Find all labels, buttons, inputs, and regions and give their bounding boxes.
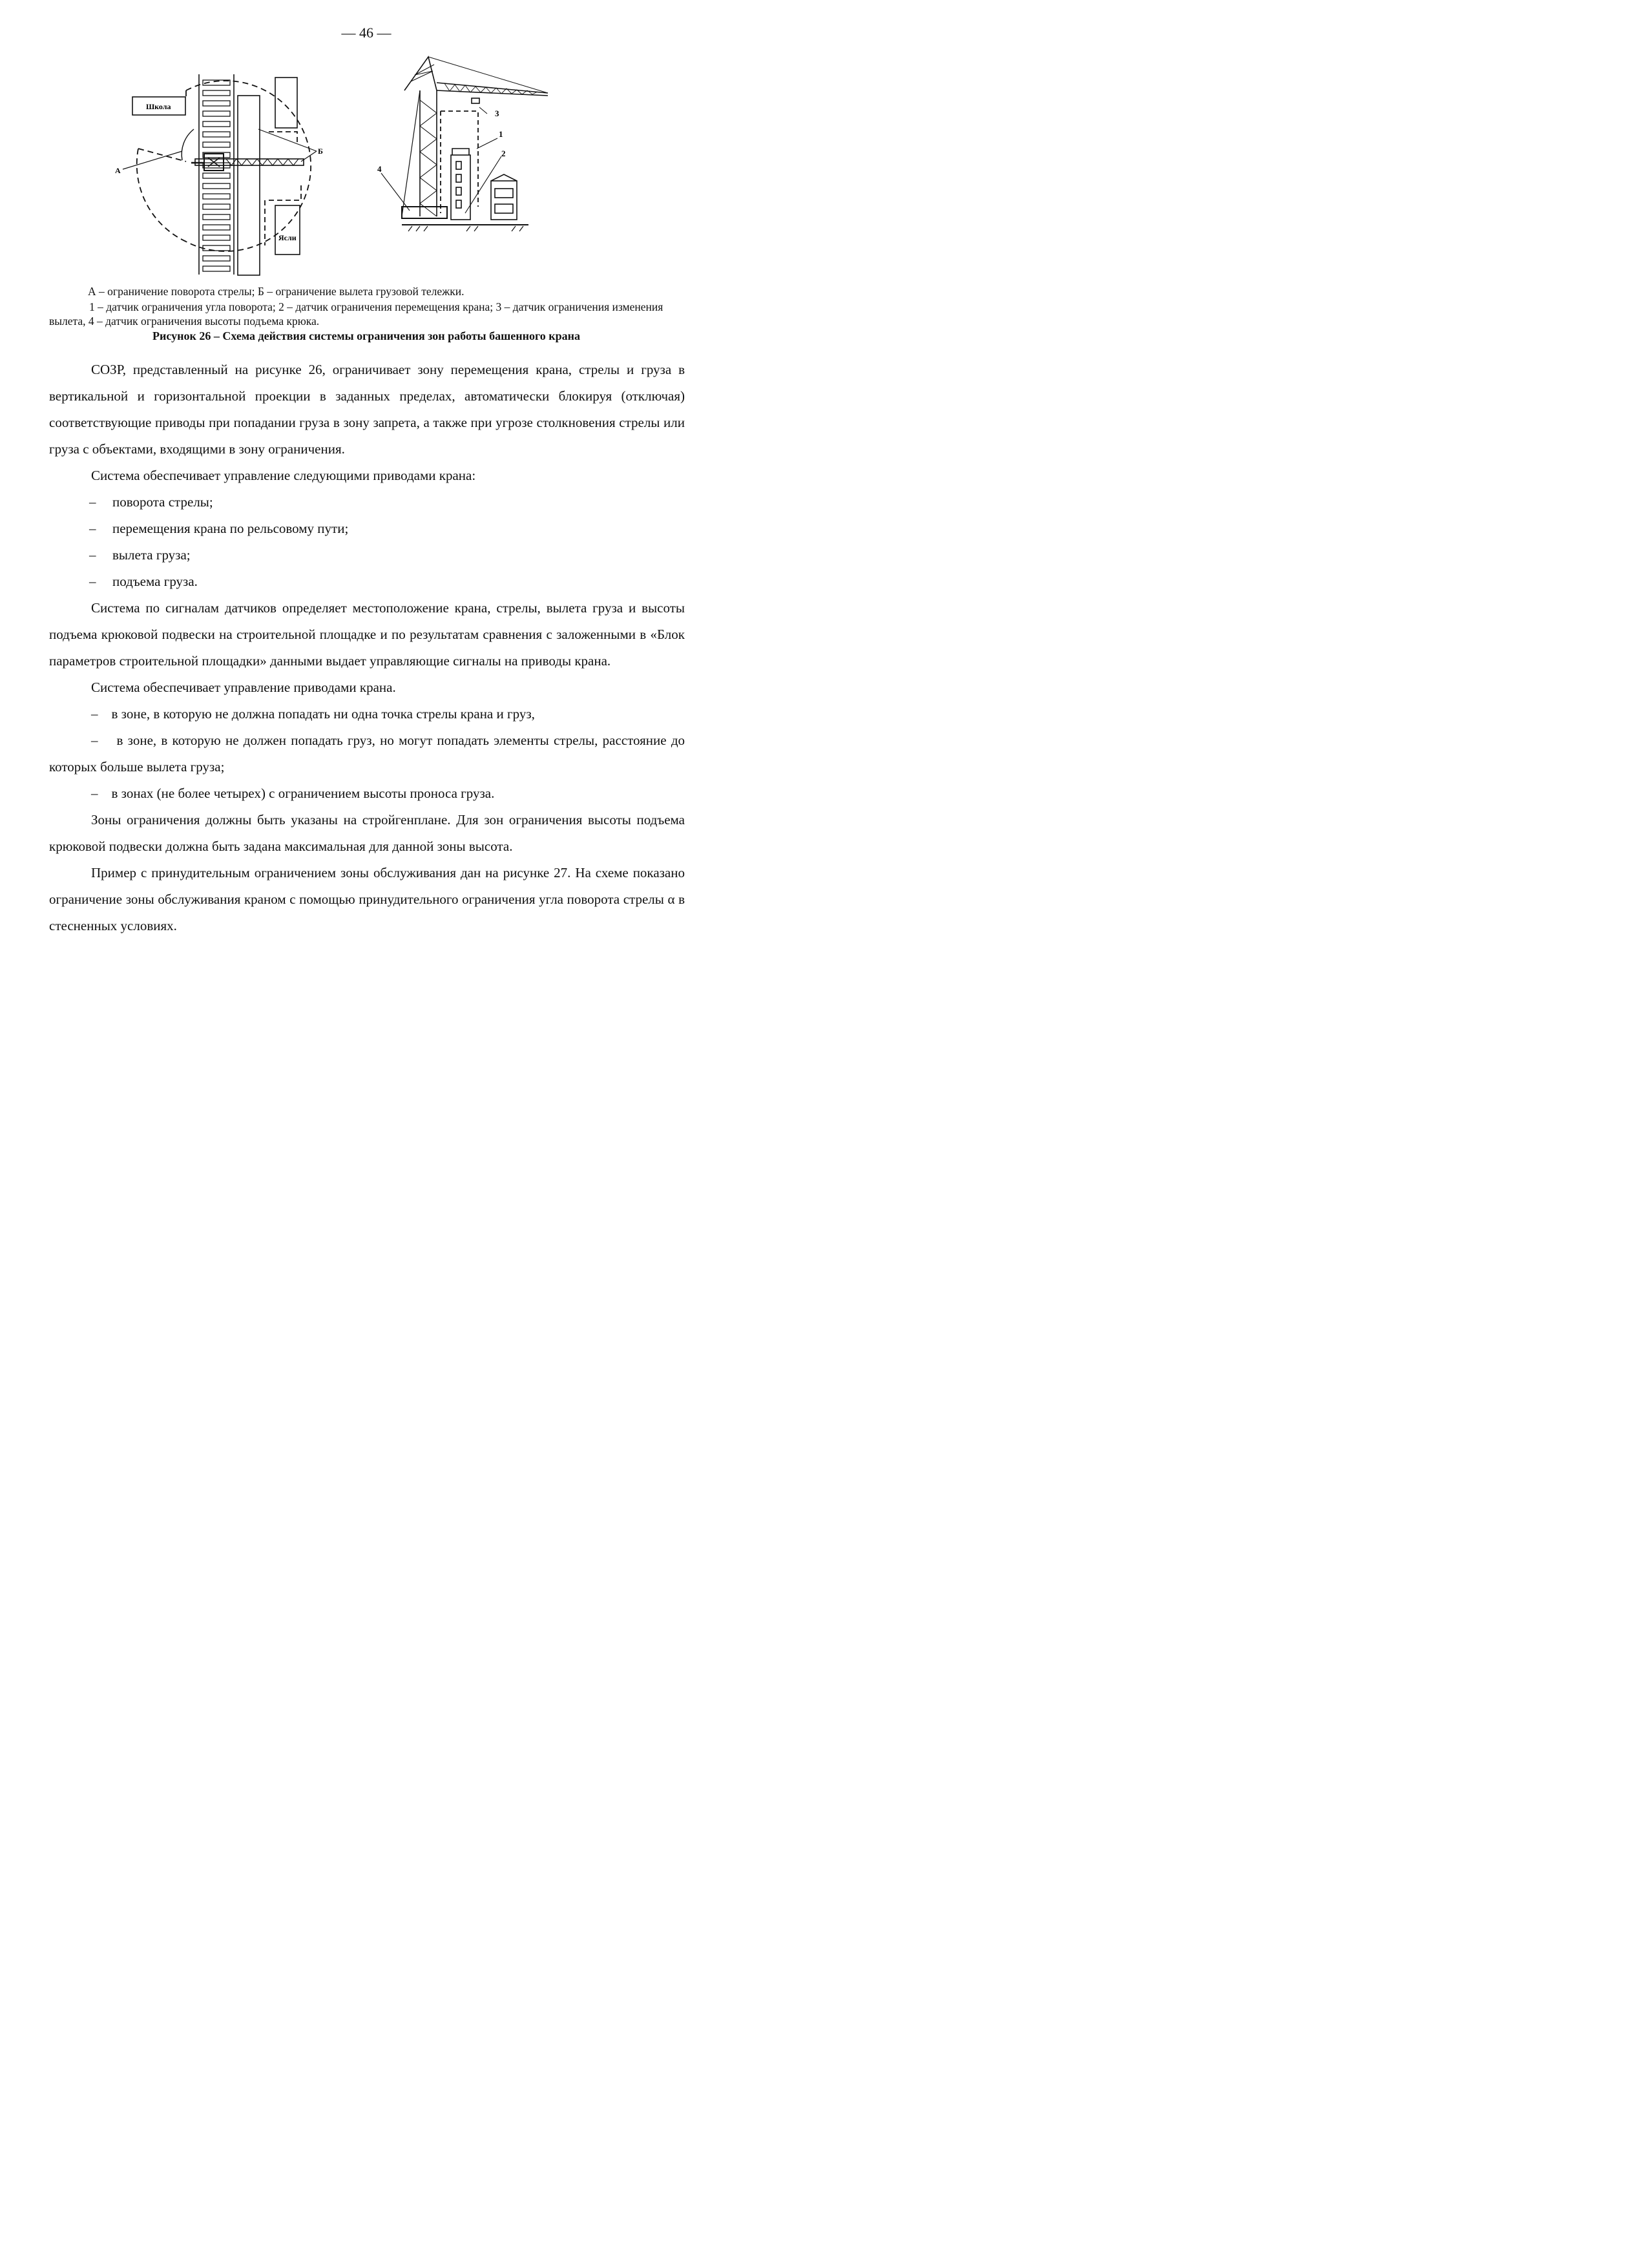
list-item xyxy=(49,568,685,595)
rail-tie xyxy=(203,245,230,251)
rail-tie xyxy=(203,194,230,199)
label-4: 4 xyxy=(377,164,382,174)
figure-title: Рисунок 26 – Схема действия системы ограничения зон работы башенного крана xyxy=(152,329,581,342)
list-item xyxy=(49,780,685,807)
list-item xyxy=(49,701,685,727)
paragraph-6: Пример с принудительным ограничением зоны обслуживания дан на рисунке 27. На схеме показано ограничение зоны обслуживания краном с помощью принудительного ограничения угла поворота стрелы α в стесненных условиях. xyxy=(49,865,685,933)
list-item xyxy=(49,515,685,542)
rail-tie xyxy=(203,90,230,96)
rail-tie xyxy=(203,235,230,240)
rail-tie xyxy=(203,101,230,106)
rail-tie xyxy=(203,142,230,147)
list-item-text: в зоне, в которую не должна попадать ни одна точка стрелы крана и груз, xyxy=(111,706,535,722)
list-item-text: вылета груза; xyxy=(112,547,191,563)
plan-view-diagram xyxy=(110,71,355,278)
label-a: А xyxy=(115,166,121,175)
rail-tie xyxy=(203,214,230,220)
list-item xyxy=(49,727,685,780)
rail-ties xyxy=(203,80,230,271)
list-dash: – xyxy=(89,494,96,510)
list-item-text: подъема груза. xyxy=(112,574,198,589)
rail-tie xyxy=(203,121,230,127)
list-dash: – xyxy=(91,706,98,722)
label-1: 1 xyxy=(499,129,503,139)
label-b: Б xyxy=(318,147,323,156)
school-label: Школа xyxy=(146,102,171,111)
label-3: 3 xyxy=(495,109,499,118)
page-number: — 46 — xyxy=(341,25,392,41)
rail-tie xyxy=(203,266,230,271)
body-text xyxy=(49,357,685,939)
list-item xyxy=(49,489,685,515)
rail-tie xyxy=(203,111,230,116)
paragraph-4: Система обеспечивает управление приводами крана. xyxy=(91,680,396,695)
list-item-text: в зоне, в которую не должен попадать груз, но могут попадать элементы стрелы, расстояние до которых больше вылета груза; xyxy=(49,733,685,775)
list-dash: – xyxy=(89,547,96,563)
paragraph-3: Система по сигналам датчиков определяет местоположение крана, стрелы, вылета груза и высоты подъема крюковой подвески на строительной площадке и по результатам сравнения с заложенными в «Блок параметров строительной площадки» данными выдает управляющие сигналы на приводы крана. xyxy=(49,600,685,669)
elevation-diagram xyxy=(373,52,567,233)
paragraph-5: Зоны ограничения должны быть указаны на стройгенплане. Для зон ограничения высоты подъема крюковой подвески должна быть задана максимальная для данной зоны высота. xyxy=(49,812,685,854)
list-dash: – xyxy=(91,785,98,801)
nursery-label: Ясли xyxy=(278,233,297,242)
rail-tie xyxy=(203,132,230,137)
list-dash: – xyxy=(91,733,98,748)
list-item-text: поворота стрелы; xyxy=(112,494,213,510)
label-2: 2 xyxy=(501,149,506,158)
rail-tie xyxy=(203,173,230,178)
list-item xyxy=(49,542,685,568)
rail-tie xyxy=(203,225,230,230)
paragraph-2: Система обеспечивает управление следующими приводами крана: xyxy=(91,468,476,483)
rail-tie xyxy=(203,204,230,209)
rail-tie xyxy=(203,183,230,189)
list-item-text: в зонах (не более четырех) с ограничением высоты проноса груза. xyxy=(111,785,495,801)
figure-caption-a: А – ограничение поворота стрелы; Б – ограничение вылета грузовой тележки. xyxy=(88,285,465,298)
paragraph-1: СОЗР, представленный на рисунке 26, ограничивает зону перемещения крана, стрелы и груза в вертикальной и горизонтальной проекции в заданных пределах, автоматически блокируя (отключая) соответствующие приводы при попадании груза в зону запрета, а также при угрозе столкновения стрелы или груза с объектами, входящими в зону ограничения. xyxy=(49,362,685,457)
rail-tie xyxy=(203,256,230,261)
list-dash: – xyxy=(89,574,96,589)
list-dash: – xyxy=(89,521,96,536)
figure-caption-b: 1 – датчик ограничения угла поворота; 2 – датчик ограничения перемещения крана; 3 – датчик ограничения изменения вылета, 4 – датчик ограничения высоты подъема крюка. xyxy=(49,300,663,328)
list-item-text: перемещения крана по рельсовому пути; xyxy=(112,521,349,536)
